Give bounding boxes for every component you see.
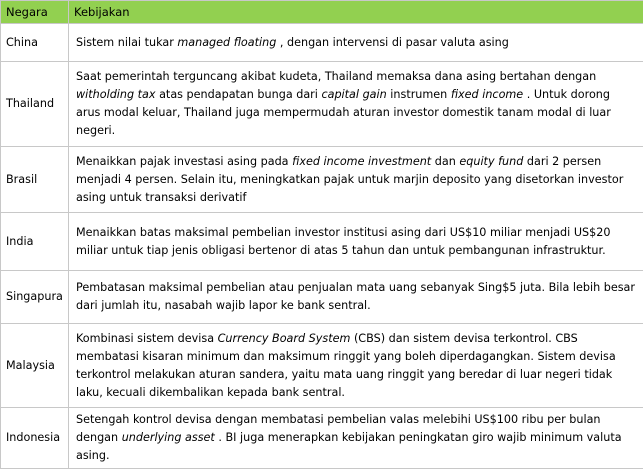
policy-cell bbox=[69, 62, 643, 147]
policy-text-italic: managed floating bbox=[177, 35, 277, 49]
policy-text: Setengah kontrol devisa dengan membatasi pembelian valas melebihi US$100 ribu per bulan dengan bbox=[76, 413, 601, 444]
policy-cell bbox=[69, 324, 643, 408]
country-cell: China bbox=[1, 24, 69, 62]
policy-cell bbox=[69, 408, 643, 469]
policy-text: . Untuk dorong arus modal keluar, Thailand juga mempermudah aturan investor domestik tanam modal di luar negeri. bbox=[76, 88, 611, 137]
policy-cell bbox=[69, 147, 643, 213]
policy-text-italic: underlying asset bbox=[121, 431, 215, 444]
policy-text: Pembatasan maksimal pembelian atau penjualan mata uang sebanyak Sing$5 juta. Bila lebih besar dari jumlah itu, nasabah wajib lapor ke bank sentral. bbox=[76, 281, 635, 312]
policy-cell bbox=[69, 213, 643, 271]
policy-text-italic: Currency Board System bbox=[217, 331, 351, 345]
country-cell: Indonesia bbox=[1, 408, 69, 469]
policy-text: Sistem nilai tukar bbox=[76, 35, 178, 49]
table-row bbox=[1, 24, 643, 62]
policy-text-italic: witholding tax bbox=[76, 88, 156, 101]
policy-text: dari 2 persen menjadi 4 persen. Selain itu, meningkatkan pajak untuk marjin deposito yang disetorkan investor asing untuk transaksi derivatif bbox=[76, 154, 624, 204]
table-row bbox=[1, 147, 643, 213]
country-cell: Thailand bbox=[1, 62, 69, 147]
policy-text-italic: fixed income investment bbox=[292, 154, 432, 168]
policy-cell bbox=[69, 24, 643, 62]
table-header-row bbox=[1, 1, 643, 24]
header-country: Negara bbox=[1, 1, 69, 24]
table-row bbox=[1, 271, 643, 324]
policy-text-italic: fixed income bbox=[450, 88, 524, 101]
policy-text: Menaikkan batas maksimal pembelian investor institusi asing dari US$10 miliar menjadi US$20 miliar untuk tiap jenis obligasi bertenor di atas 5 tahun dan untuk pembangunan infrastruktur. bbox=[76, 225, 611, 257]
policy-text: Saat pemerintah terguncang akibat kudeta, Thailand memaksa dana asing bertahan dengan bbox=[76, 70, 597, 83]
country-cell: Singapura bbox=[1, 271, 69, 324]
policy-text: Kombinasi sistem devisa bbox=[76, 331, 218, 345]
policy-text: , dengan intervensi di pasar valuta asing bbox=[276, 35, 509, 49]
policy-text: Menaikkan pajak investasi asing pada bbox=[76, 154, 293, 168]
table-row bbox=[1, 408, 643, 469]
table-row bbox=[1, 324, 643, 408]
policy-cell bbox=[69, 271, 643, 324]
policy-text: dan bbox=[431, 154, 460, 168]
country-cell: Malaysia bbox=[1, 324, 69, 408]
policy-text: instrumen bbox=[386, 88, 451, 101]
country-cell: India bbox=[1, 213, 69, 271]
policy-text: (CBS) dan sistem devisa terkontrol. CBS membatasi kisaran minimum dan maksimum ringgit yang boleh diperdagangkan. Sistem devisa terkontrol melakukan aturan sandera, yaitu mata uang ringgit yang beredar di luar negeri tidak laku, kecuali dikembalikan kepada bank sentral. bbox=[76, 331, 616, 399]
header-policy: Kebijakan bbox=[69, 1, 643, 24]
table-row bbox=[1, 62, 643, 147]
policy-text: atas pendapatan bunga dari bbox=[155, 88, 322, 101]
country-cell: Brasil bbox=[1, 147, 69, 213]
table-row bbox=[1, 213, 643, 271]
policy-text-italic: capital gain bbox=[321, 88, 387, 101]
policy-text-italic: equity fund bbox=[459, 154, 524, 168]
policy-text: . BI juga menerapkan kebijakan peningkatan giro wajib minimum valuta asing. bbox=[76, 431, 622, 462]
